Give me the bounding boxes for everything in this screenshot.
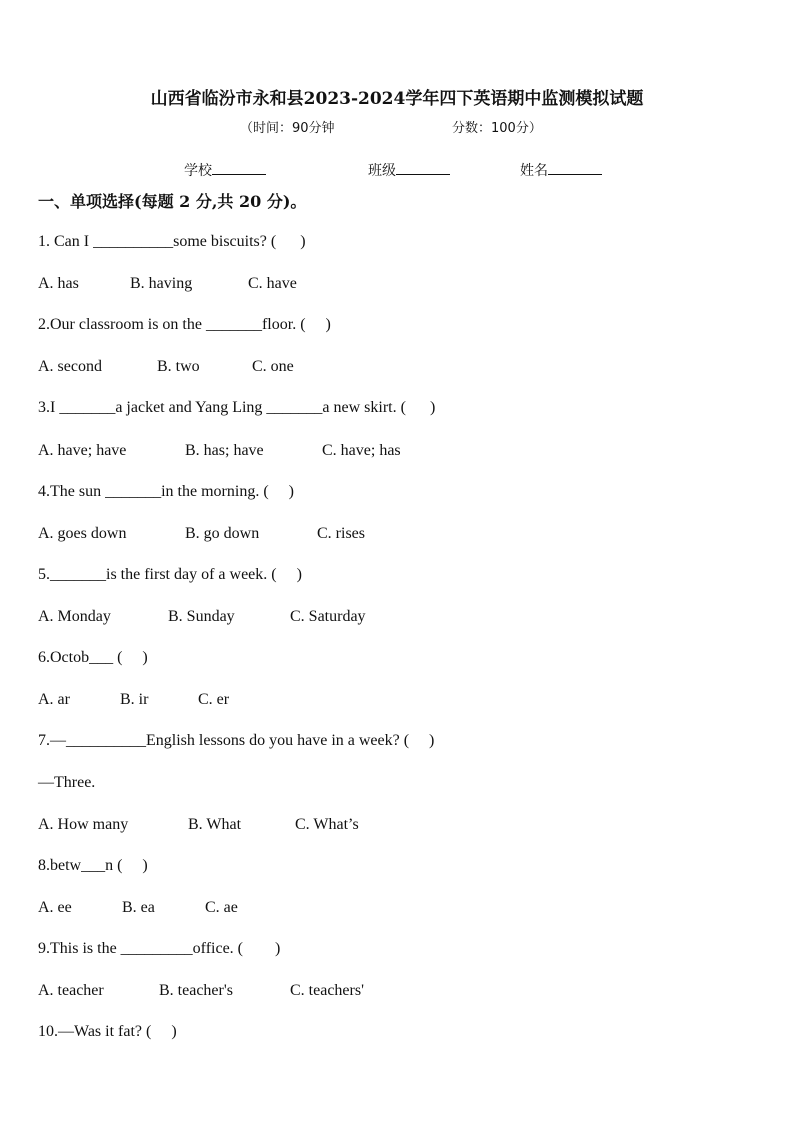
name-blank (548, 160, 602, 175)
option-a: A. second (38, 358, 102, 375)
section-heading: 一、单项选择(每题 2 分,共 20 分)。 (38, 192, 307, 211)
option-a: A. has (38, 275, 79, 292)
option-a: A. ee (38, 899, 72, 916)
option-b: B. What (188, 816, 242, 833)
question-8-stem: 8.betw___n ( ) (38, 857, 148, 874)
question-7-stem: 7.—__________English lessons do you have in a week? ( ) (38, 732, 435, 749)
class-label: 班级 (368, 163, 396, 179)
question-2-stem: 2.Our classroom is on the _______floor. ( ) (38, 316, 331, 333)
name-field (520, 160, 602, 180)
option-a: A. ar (38, 691, 70, 708)
option-a: A. goes down (38, 525, 127, 542)
question-7-answer-line: —Three. (38, 774, 96, 791)
option-b: B. teacher's (159, 982, 233, 999)
exam-score: 分数：100分） (452, 121, 542, 136)
class-blank (396, 160, 450, 175)
option-b: B. has; have (185, 442, 264, 459)
question-1-stem: 1. Can I __________some biscuits? ( ) (38, 233, 306, 250)
option-b: B. ir (120, 691, 149, 708)
option-c: C. have (248, 275, 297, 292)
option-c: C. have; has (322, 442, 401, 459)
question-4-stem: 4.The sun _______in the morning. ( ) (38, 483, 294, 500)
option-a: A. teacher (38, 982, 104, 999)
option-c: C. one (252, 358, 294, 375)
option-b: B. two (157, 358, 200, 375)
option-c: C. Saturday (290, 608, 366, 625)
question-3-stem: 3.I _______a jacket and Yang Ling _______a new skirt. ( ) (38, 399, 436, 416)
class-field (368, 160, 450, 180)
question-6-stem: 6.Octob___ ( ) (38, 649, 148, 666)
exam-time: （时间：90分钟 (240, 121, 335, 136)
option-b: B. having (130, 275, 193, 292)
exam-title: 山西省临汾市永和县2023-2024学年四下英语期中监测模拟试题 (150, 89, 644, 109)
option-c: C. ae (205, 899, 238, 916)
school-label: 学校 (184, 163, 212, 179)
school-blank (212, 160, 266, 175)
name-label: 姓名 (520, 163, 548, 179)
question-10-stem: 10.—Was it fat? ( ) (38, 1023, 177, 1040)
question-5-stem: 5._______is the first day of a week. ( ) (38, 566, 302, 583)
question-9-stem: 9.This is the _________office. ( ) (38, 940, 281, 957)
option-a: A. have; have (38, 442, 127, 459)
option-c: C. What’s (295, 816, 359, 833)
option-c: C. rises (317, 525, 365, 542)
option-b: B. Sunday (168, 608, 235, 625)
option-c: C. er (198, 691, 230, 708)
option-a: A. How many (38, 816, 129, 833)
option-a: A. Monday (38, 608, 111, 625)
school-field (184, 160, 266, 180)
option-b: B. ea (122, 899, 155, 916)
option-b: B. go down (185, 525, 260, 542)
option-c: C. teachers' (290, 982, 364, 999)
